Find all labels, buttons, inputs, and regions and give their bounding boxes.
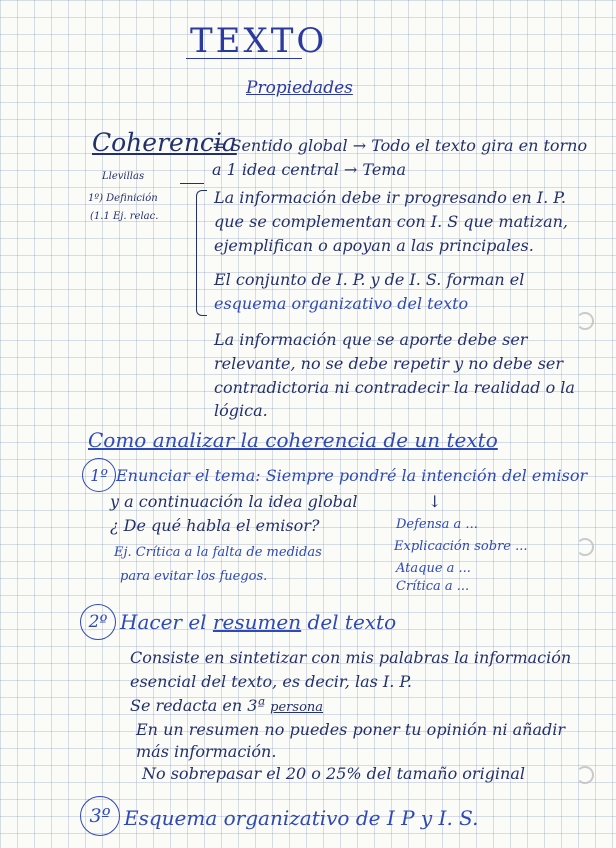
- binder-hole-icon: [576, 538, 594, 556]
- bracket-mark: [196, 190, 207, 316]
- step-1-line-3: ¿ De qué habla el emisor?: [110, 516, 320, 535]
- point-3-line-3: contradictoria ni contradecir la realidad o la: [214, 378, 575, 397]
- step-2-line-3b: persona: [270, 700, 324, 715]
- pointer-line: [180, 183, 204, 184]
- step-2-line-3: [130, 698, 323, 714]
- binder-hole-icon: [576, 766, 594, 784]
- option-3: Ataque a ...: [396, 561, 471, 576]
- page-subtitle: Propiedades: [246, 78, 353, 98]
- point-1-line-2: que se complementan con I. S que matizan,: [214, 212, 569, 231]
- page-title: TEXTO: [190, 21, 328, 61]
- point-1-line-3: ejemplifican o apoyan a las principales.: [214, 236, 534, 255]
- step-1-line-2: y a continuación la idea global: [110, 492, 358, 511]
- step-2-line-1: Consiste en sintetizar con mis palabras la información: [130, 648, 572, 667]
- coherencia-definition-2: a 1 idea central → Tema: [212, 160, 406, 179]
- point-3-line-4: lógica.: [214, 401, 268, 420]
- step-2-title-b: resumen: [212, 610, 302, 634]
- title-underline: [186, 58, 302, 59]
- margin-note-1: Llevillas: [102, 171, 145, 182]
- option-2: Explicación sobre ...: [394, 539, 528, 554]
- binder-hole-icon: [576, 312, 594, 330]
- margin-note-3: (1.1 Ej. relac.: [90, 211, 159, 222]
- step-2-number: 2º: [80, 604, 116, 640]
- coherencia-definition: = Sentido global → Todo el texto gira en torno: [212, 136, 588, 155]
- step-2-line-3a: Se redacta en 3ª: [130, 696, 266, 715]
- point-1-line-1: La información debe ir progresando en I. P.: [214, 188, 566, 207]
- down-arrow-icon: ↓: [428, 492, 442, 511]
- point-3-line-1: La información que se aporte debe ser: [214, 330, 528, 349]
- step-2-title-c: del texto: [307, 610, 397, 634]
- step-2-line-4: En un resumen no puedes poner tu opinión ni añadir: [136, 720, 566, 739]
- step-2-line-6: No sobrepasar el 20 o 25% del tamaño original: [142, 764, 526, 783]
- margin-note-2: 1º) Definición: [88, 193, 158, 204]
- coherencia-term: Coherencia: [92, 128, 237, 157]
- step-1-number: 1º: [82, 458, 116, 492]
- step-2-line-5: más información.: [136, 742, 277, 761]
- step-1-line-1: Enunciar el tema: Siempre pondré la intención del emisor: [116, 466, 588, 485]
- step-2-title-a: Hacer el: [120, 610, 207, 634]
- option-1: Defensa a ...: [396, 517, 478, 532]
- analysis-heading: Como analizar la coherencia de un texto: [88, 428, 498, 452]
- step-1-example-2: para evitar los fuegos.: [120, 569, 268, 584]
- point-2-line-2: esquema organizativo del texto: [214, 294, 469, 313]
- step-3-number: 3º: [80, 796, 120, 836]
- option-4: Crítica a ...: [396, 579, 470, 594]
- step-2-line-2: esencial del texto, es decir, las I. P.: [130, 672, 413, 691]
- step-3-title: Esquema organizativo de I P y I. S.: [124, 806, 479, 830]
- point-3-line-2: relevante, no se debe repetir y no debe ser: [214, 354, 564, 373]
- step-2-title: [120, 612, 396, 632]
- point-2-line-1: El conjunto de I. P. y de I. S. forman el: [214, 270, 525, 289]
- step-1-example-1: Ej. Crítica a la falta de medidas: [114, 545, 322, 560]
